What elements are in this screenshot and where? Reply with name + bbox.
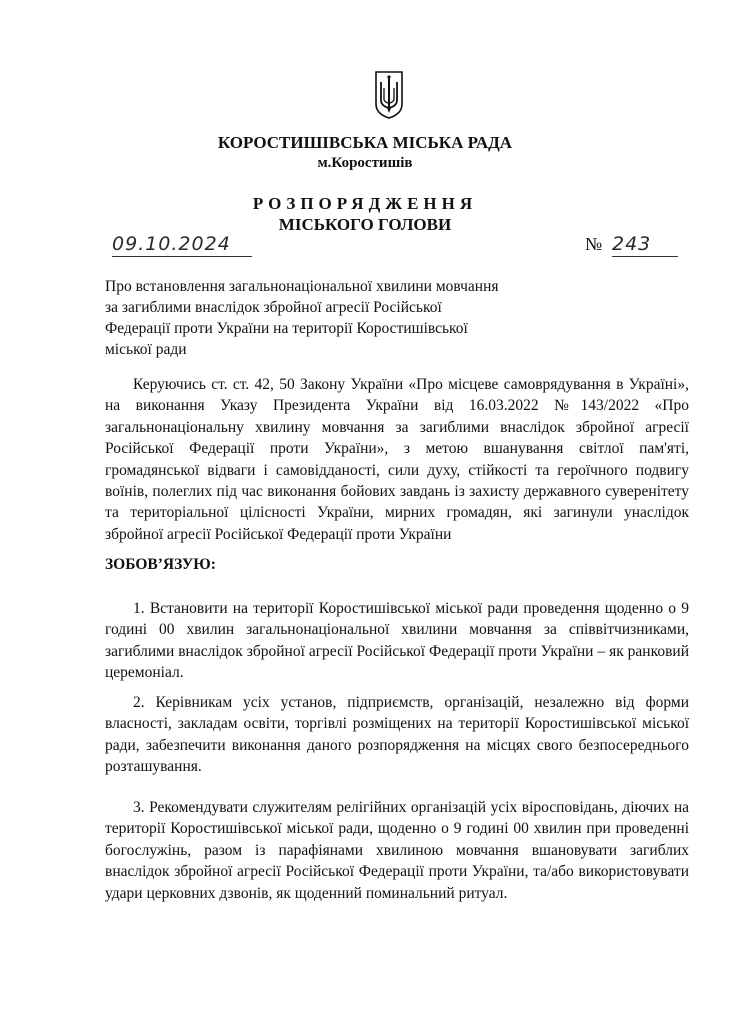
org-name: КОРОСТИШІВСЬКА МІСЬКА РАДА — [217, 133, 513, 152]
order-item-1: 1. Встановити на території Коростишівської міської ради проведення щоденно о 9 годині 00 хвилин загальнонаціональної хвилини мовчання за співвітчизниками, загиблими внаслідок збройної агресії Російської Федерації проти України – як ранковий церемоніал. — [105, 600, 689, 682]
document-date: 09.10.2024 — [112, 232, 252, 257]
order-heading: ЗОБОВ’ЯЗУЮ: — [105, 556, 216, 573]
document-number-label: № — [585, 234, 603, 254]
order-item-2: 2. Керівникам усіх установ, підприємств, організацій, незалежно від форми власності, закладам освіти, торгівлі розміщених на території Коростишівської міської ради, забезпечити виконання даного розпорядження на місцях свого безпосереднього розташування. — [105, 694, 689, 776]
document-subtitle: МІСЬКОГО ГОЛОВИ — [278, 215, 452, 234]
order-item-3: 3. Рекомендувати служителям релігійних організацій усіх віросповідань, діючих на території Коростишівської міської ради, щоденно о 9 годині 00 хвилин при проведенні богослужінь, разом із парафіянами хвилиною мовчання вшановувати загиблих внаслідок збройної агресії Російської Федерації проти України, та/або використовувати удари церковних дзвонів, як щоденний поминальний ритуал. — [105, 799, 689, 902]
document-type: РОЗПОРЯДЖЕННЯ — [252, 194, 478, 213]
document-number: 243 — [612, 232, 678, 257]
city-name: м.Коростишів — [317, 155, 413, 171]
trident-coat-of-arms-icon — [374, 70, 404, 120]
document-subject: Про встановлення загальнонаціональної хвилини мовчання за загиблими внаслідок збройної агресії Російської Федерації проти України на території Коростишівської міської ради — [105, 278, 499, 358]
preamble-paragraph: Керуючись ст. ст. 42, 50 Закону України «Про місцеве самоврядування в Україні», на виконання Указу Президента України від 16.03.2022 №143/2022 «Про загальнонаціональну хвилину мовчання за загиблими внаслідок збройної агресії Російської Федерації проти України», з метою вшанування світлої пам'яті, громадянської відваги і самовідданості, сили духу, стійкості та героїчного подвигу воїнів, полеглих під час виконання бойових завдань із захисту державного суверенітету та територіальної цілісності України, мирних громадян, які загинули унаслідок збройної агресії Російської Федерації проти України — [105, 376, 689, 543]
